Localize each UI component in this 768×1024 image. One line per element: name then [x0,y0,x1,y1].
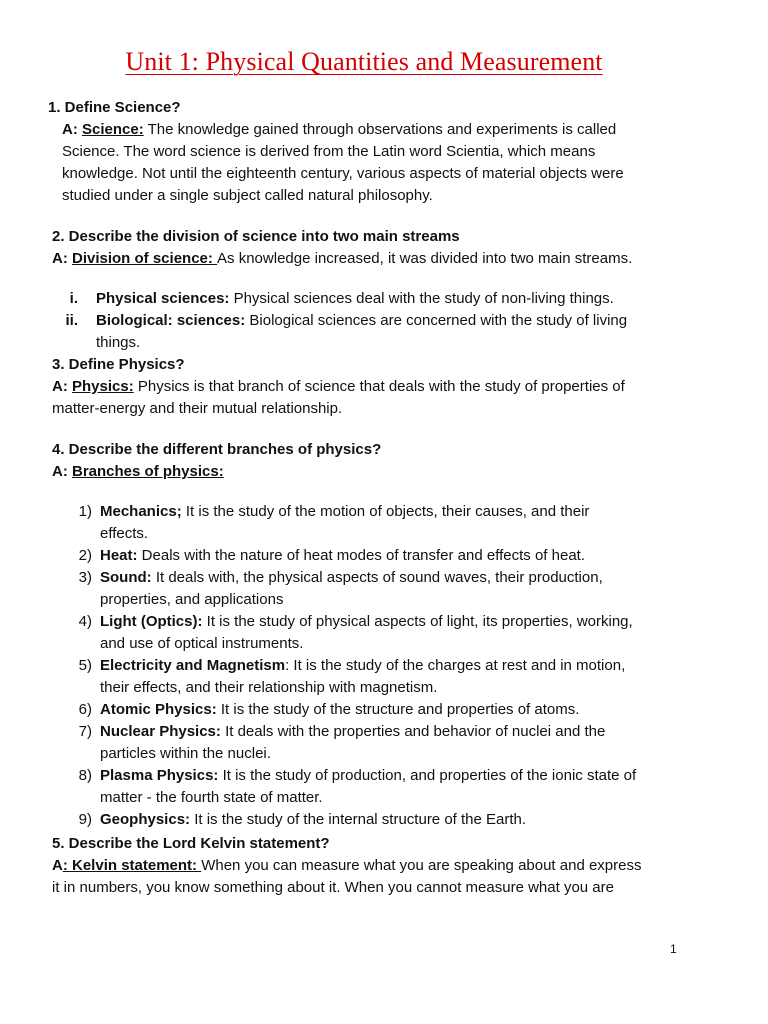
answer-prefix: A: [52,463,72,480]
list-marker: 4) [78,613,92,630]
item-text: It deals with the properties and behavior of nuclei and the [220,723,606,740]
item-text: It is the study of physical aspects of light, its properties, working, [202,613,633,630]
list-item-text [100,611,680,655]
list-item [52,721,692,765]
item-term: Nuclear Physics: [100,723,221,740]
list-marker: 2) [78,547,92,564]
item-term: Physical sciences: [96,290,230,307]
list-item-text [100,545,680,567]
answer-text: The knowledge gained through observations and experiments is called [143,121,617,138]
list-item-text [100,765,680,809]
answer-text: As knowledge increased, it was divided into two main streams. [217,250,633,267]
item-text: Deals with the nature of heat modes of transfer and effects of heat. [137,547,586,564]
answer-2 [52,248,632,270]
term-branches-of-physics: Branches of physics: [72,463,224,480]
list-item-text [100,655,680,699]
list-item [52,545,692,567]
term-science: Science: [82,121,144,138]
item-term: Electricity and Magnetism [100,657,286,674]
item-text: It is the study of the motion of objects, their causes, and their [181,503,590,520]
question-5: 5. Describe the Lord Kelvin statement? [52,835,330,852]
list-item-text [96,310,676,354]
item-text-continued: matter - the fourth state of matter. [100,789,323,806]
list-marker: 6) [78,701,92,718]
list-item [52,699,692,721]
item-text-continued: effects. [100,525,149,542]
term-kelvin-statement: : Kelvin statement: [62,857,202,874]
item-term: Geophysics: [100,811,191,828]
list-item-text [100,721,680,765]
page-number: 1 [670,942,677,956]
answer-text: When you can measure what you are speaking about and express [201,857,642,874]
list-item [48,288,688,310]
list-marker: 1) [78,503,92,520]
list-item [52,655,692,699]
term-division-of-science: Division of science: [72,250,218,267]
question-4: 4. Describe the different branches of physics? [52,441,382,458]
list-marker: ii. [65,312,78,329]
item-text: Physical sciences deal with the study of non-living things. [229,290,614,307]
list-marker: 3) [78,569,92,586]
item-text: It is the study of the internal structure of the Earth. [190,811,527,828]
item-text-continued: and use of optical instruments. [100,635,304,652]
list-marker: 7) [78,723,92,740]
answer-5-line-1 [52,855,642,877]
list-item-text [100,809,680,831]
list-marker: 9) [78,811,92,828]
item-text-continued: things. [96,334,141,351]
question-3: 3. Define Physics? [52,356,185,373]
item-text: It is the study of the structure and properties of atoms. [216,701,580,718]
item-term: Biological: sciences: [96,312,246,329]
term-physics: Physics: [72,378,134,395]
answer-prefix: A [52,857,63,874]
page-title: Unit 1: Physical Quantities and Measurement [125,47,603,76]
list-item [52,765,692,809]
list-item-text [100,699,680,721]
list-item [52,501,692,545]
item-text-continued: properties, and applications [100,591,284,608]
answer-4 [52,461,224,483]
answer-1-line-3: knowledge. Not until the eighteenth century, various aspects of material objects were [62,165,624,182]
list-item [52,567,692,611]
answer-3-line-2: matter-energy and their mutual relationship. [52,400,343,417]
list-item-text [100,501,680,545]
list-marker: i. [69,290,78,307]
list-marker: 5) [78,657,92,674]
item-text: : It is the study of the charges at rest and in motion, [285,657,626,674]
item-text: Biological sciences are concerned with the study of living [245,312,628,329]
question-1: 1. Define Science? [48,99,181,116]
answer-1-line-2: Science. The word science is derived from the Latin word Scientia, which means [62,143,596,160]
answer-5-line-2: it in numbers, you know something about it. When you cannot measure what you are [52,879,614,896]
answer-prefix: A: [52,250,72,267]
list-marker: 8) [78,767,92,784]
question-2: 2. Describe the division of science into two main streams [52,228,460,245]
answer-prefix: A: [52,378,72,395]
answer-1-line-1 [62,119,616,141]
item-term: Heat: [100,547,138,564]
answer-text: Physics is that branch of science that deals with the study of properties of [133,378,625,395]
list-item [52,611,692,655]
item-term: Atomic Physics: [100,701,217,718]
item-text: It is the study of production, and properties of the ionic state of [218,767,637,784]
list-item-text [100,567,680,611]
answer-3-line-1 [52,376,625,398]
list-item-text [96,288,676,310]
item-term: Light (Optics): [100,613,203,630]
item-text: It deals with, the physical aspects of sound waves, their production, [151,569,603,586]
answer-prefix: A: [62,121,82,138]
item-term: Mechanics; [100,503,182,520]
list-item [52,809,692,831]
item-text-continued: particles within the nuclei. [100,745,271,762]
answer-1-line-4: studied under a single subject called natural philosophy. [62,187,433,204]
item-term: Plasma Physics: [100,767,219,784]
item-text-continued: their effects, and their relationship with magnetism. [100,679,438,696]
list-item [48,310,688,354]
item-term: Sound: [100,569,152,586]
